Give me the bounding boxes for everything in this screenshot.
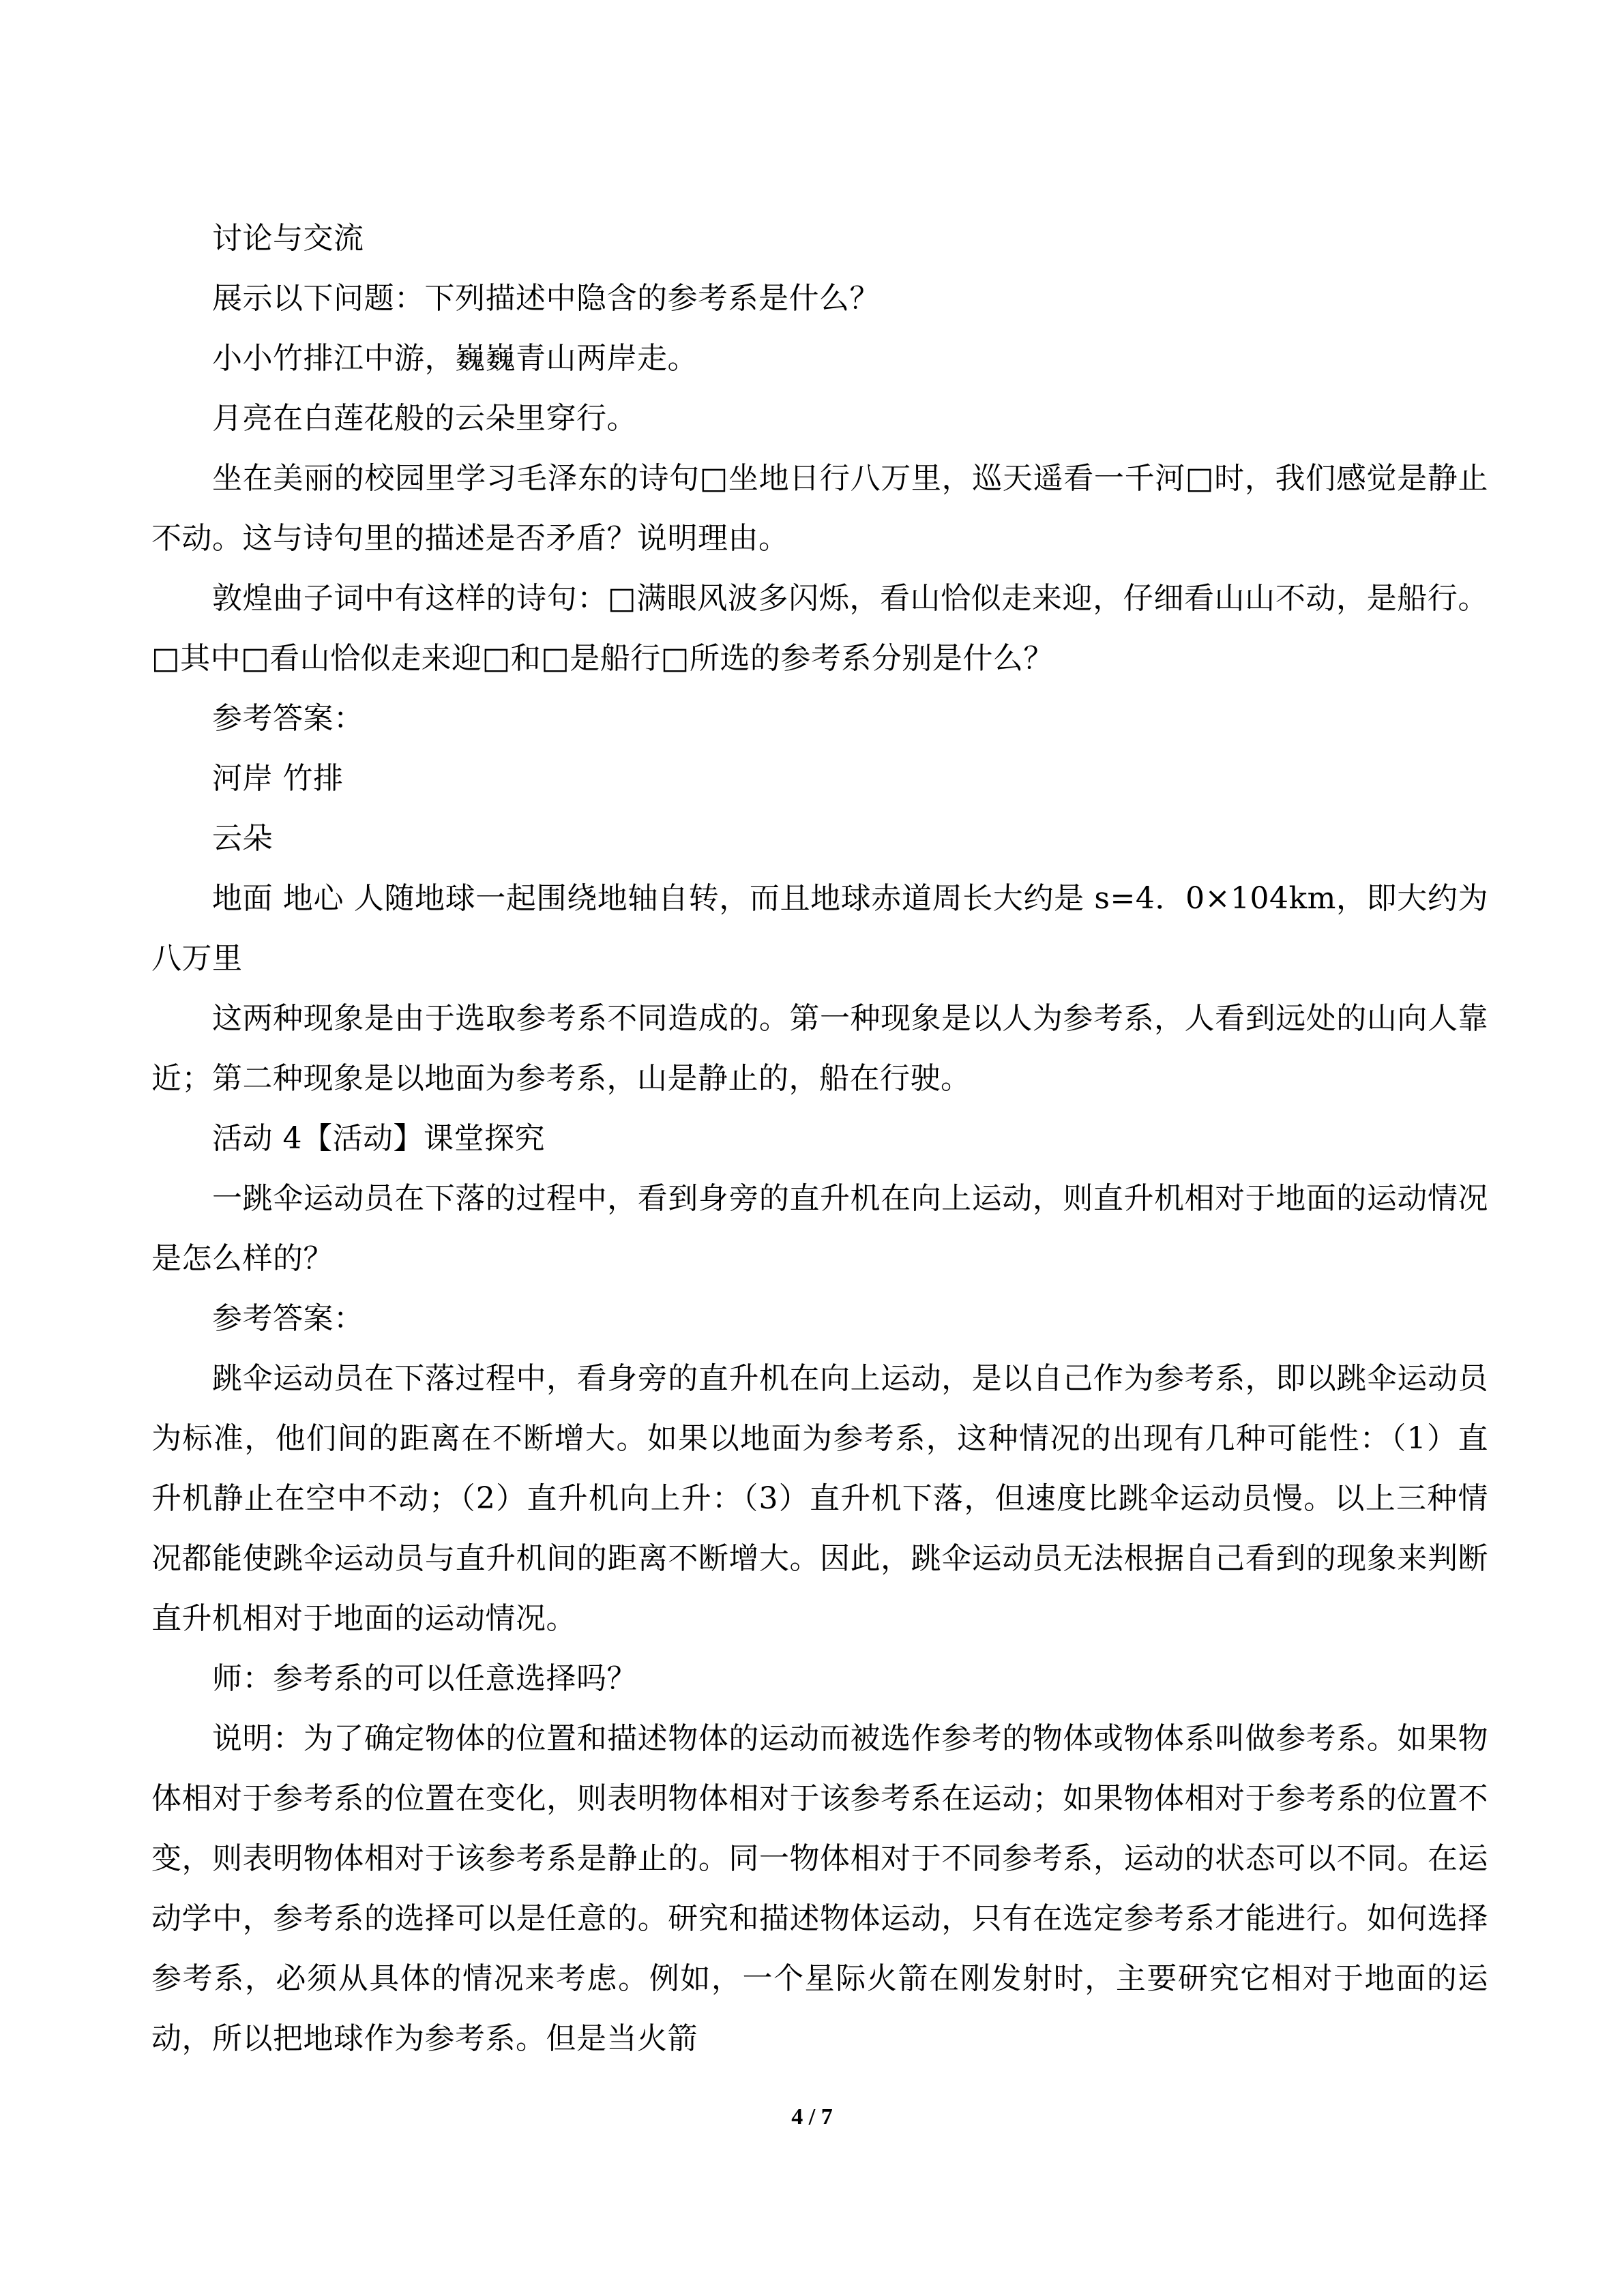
paragraph: 展示以下问题：下列描述中隐含的参考系是什么？ xyxy=(212,281,880,316)
document-body xyxy=(151,209,1488,2069)
section-heading-discussion: 讨论与交流 xyxy=(212,221,364,256)
paragraph: 敦煌曲子词中有这样的诗句：□满眼风波多闪烁，看山恰似走来迎，仔细看山山不动，是船行。□其中□看山恰似走来迎□和□是船行□所选的参考系分别是什么？ xyxy=(151,581,1488,676)
section-heading-activity: 活动 4【活动】课堂探究 xyxy=(212,1121,545,1156)
paragraph: 师：参考系的可以任意选择吗？ xyxy=(212,1661,637,1696)
paragraph: 说明：为了确定物体的位置和描述物体的运动而被选作参考的物体或物体系叫做参考系。如果物体相对于参考系的位置在变化，则表明物体相对于该参考系在运动；如果物体相对于参考系的位置不变，则表明物体相对于该参考系是静止的。同一物体相对于不同参考系，运动的状态可以不同。在运动学中，参考系的选择可以是任意的。研究和描述物体运动，只有在选定参考系才能进行。如何选择参考系，必须从具体的情况来考虑。例如，一个星际火箭在刚发射时，主要研究它相对于地面的运动，所以把地球作为参考系。但是当火箭 xyxy=(151,1721,1488,2056)
answer-label: 参考答案： xyxy=(212,1301,364,1336)
paragraph: 地面 地心 人随地球一起围绕地轴自转，而且地球赤道周长大约是 s=4．0×104km，即大约为八万里 xyxy=(151,881,1488,976)
page-number: 4 / 7 xyxy=(791,2104,833,2130)
paragraph: 月亮在白莲花般的云朵里穿行。 xyxy=(212,401,637,436)
paragraph: 一跳伞运动员在下落的过程中，看到身旁的直升机在向上运动，则直升机相对于地面的运动情况是怎么样的？ xyxy=(151,1181,1488,1276)
paragraph: 这两种现象是由于选取参考系不同造成的。第一种现象是以人为参考系，人看到远处的山向人靠近；第二种现象是以地面为参考系，山是静止的，船在行驶。 xyxy=(151,1001,1488,1096)
answer-label: 参考答案： xyxy=(212,701,364,736)
paragraph: 河岸 竹排 xyxy=(212,761,344,796)
paragraph: 坐在美丽的校园里学习毛泽东的诗句□坐地日行八万里，巡天遥看一千河□时，我们感觉是静止不动。这与诗句里的描述是否矛盾？说明理由。 xyxy=(151,461,1488,556)
paragraph: 小小竹排江中游，巍巍青山两岸走。 xyxy=(212,341,698,376)
paragraph: 跳伞运动员在下落过程中，看身旁的直升机在向上运动，是以自己作为参考系，即以跳伞运动员为标准，他们间的距离在不断增大。如果以地面为参考系，这种情况的出现有几种可能性：（1）直升机静止在空中不动；（2）直升机向上升：（3）直升机下落，但速度比跳伞运动员慢。以上三种情况都能使跳伞运动员与直升机间的距离不断增大。因此，跳伞运动员无法根据自己看到的现象来判断直升机相对于地面的运动情况。 xyxy=(151,1361,1488,1636)
paragraph: 云朵 xyxy=(212,821,273,856)
